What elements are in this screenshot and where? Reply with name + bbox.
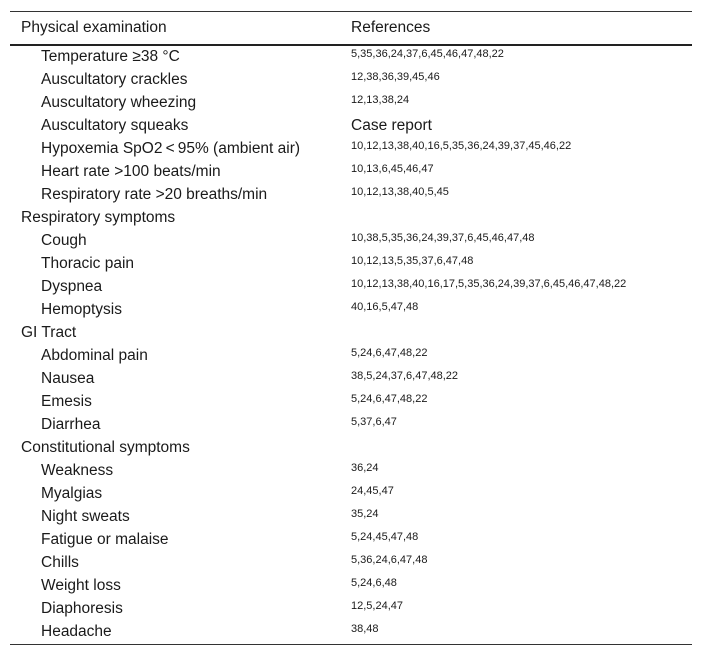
table-header	[10, 12, 692, 46]
finding-label: Thoracic pain	[41, 255, 135, 272]
references-cell: 40,16,5,47,48	[351, 301, 419, 313]
table-row	[10, 621, 692, 644]
finding-label: Nausea	[41, 370, 95, 387]
table-row	[10, 391, 692, 414]
finding-label: Chills	[41, 554, 79, 571]
section-label: Respiratory symptoms	[21, 209, 176, 226]
table-row	[10, 161, 692, 184]
finding-label: Diarrhea	[41, 416, 101, 433]
finding-label: Night sweats	[41, 508, 130, 525]
finding-label: Fatigue or malaise	[41, 531, 169, 548]
finding-label: Emesis	[41, 393, 92, 410]
finding-label: Myalgias	[41, 485, 103, 502]
table-row	[10, 483, 692, 506]
table-row	[10, 115, 692, 138]
section-label: GI Tract	[21, 324, 77, 341]
references-cell: 38,5,24,37,6,47,48,22	[351, 370, 459, 382]
finding-label: Dyspnea	[41, 278, 103, 295]
finding-label: Hemoptysis	[41, 301, 122, 318]
table-row	[10, 230, 692, 253]
references-cell: 10,13,6,45,46,47	[351, 163, 434, 175]
finding-label: Cough	[41, 232, 87, 249]
references-cell: 10,12,13,5,35,37,6,47,48	[351, 255, 474, 267]
references-cell: 24,45,47	[351, 485, 394, 497]
finding-label: Auscultatory wheezing	[41, 94, 197, 111]
references-cell: 10,12,13,38,40,16,17,5,35,36,24,39,37,6,45,46,47,48,22	[351, 278, 627, 290]
references-cell: 10,38,5,35,36,24,39,37,6,45,46,47,48	[351, 232, 535, 244]
table-row	[10, 276, 692, 299]
table-row	[10, 299, 692, 322]
references-cell: 5,24,6,47,48,22	[351, 347, 428, 359]
table-body	[10, 46, 692, 645]
references-cell: 12,38,36,39,45,46	[351, 71, 440, 83]
section-header-row	[10, 437, 692, 460]
references-cell: 5,35,36,24,37,6,45,46,47,48,22	[351, 48, 504, 60]
references-cell: 35,24	[351, 508, 379, 520]
table-row	[10, 368, 692, 391]
table-row	[10, 69, 692, 92]
header-references: References	[351, 19, 431, 36]
references-cell: 10,12,13,38,40,16,5,35,36,24,39,37,45,46,22	[351, 140, 572, 152]
table-row	[10, 92, 692, 115]
table-row	[10, 184, 692, 207]
table-row	[10, 552, 692, 575]
finding-label: Respiratory rate >20 breaths/min	[41, 186, 268, 203]
references-table	[10, 11, 692, 645]
references-cell: 12,5,24,47	[351, 600, 403, 612]
section-header-row	[10, 207, 692, 230]
references-cell: 5,37,6,47	[351, 416, 397, 428]
table-row	[10, 598, 692, 621]
references-cell: 5,24,6,47,48,22	[351, 393, 428, 405]
table-row	[10, 506, 692, 529]
table-row	[10, 414, 692, 437]
table-row	[10, 253, 692, 276]
table-row	[10, 575, 692, 598]
table-row	[10, 529, 692, 552]
finding-label: Hypoxemia SpO2 < 95% (ambient air)	[41, 140, 301, 157]
references-cell: Case report	[351, 117, 432, 134]
finding-label: Diaphoresis	[41, 600, 123, 617]
table-row	[10, 460, 692, 483]
references-cell: 38,48	[351, 623, 379, 635]
finding-label: Weakness	[41, 462, 114, 479]
finding-label: Temperature ≥38 °C	[41, 48, 180, 65]
finding-label: Heart rate >100 beats/min	[41, 163, 221, 180]
references-cell: 36,24	[351, 462, 379, 474]
references-cell: 12,13,38,24	[351, 94, 410, 106]
references-cell: 5,24,45,47,48	[351, 531, 419, 543]
header-physical-examination: Physical examination	[21, 19, 167, 36]
references-cell: 5,24,6,48	[351, 577, 397, 589]
finding-label: Abdominal pain	[41, 347, 148, 364]
table-row	[10, 46, 692, 69]
references-cell: 10,12,13,38,40,5,45	[351, 186, 449, 198]
section-label: Constitutional symptoms	[21, 439, 190, 456]
finding-label: Auscultatory crackles	[41, 71, 188, 88]
finding-label: Auscultatory squeaks	[41, 117, 189, 134]
finding-label: Weight loss	[41, 577, 121, 594]
table-row	[10, 138, 692, 161]
section-header-row	[10, 322, 692, 345]
table-row	[10, 345, 692, 368]
finding-label: Headache	[41, 623, 112, 640]
references-cell: 5,36,24,6,47,48	[351, 554, 428, 566]
